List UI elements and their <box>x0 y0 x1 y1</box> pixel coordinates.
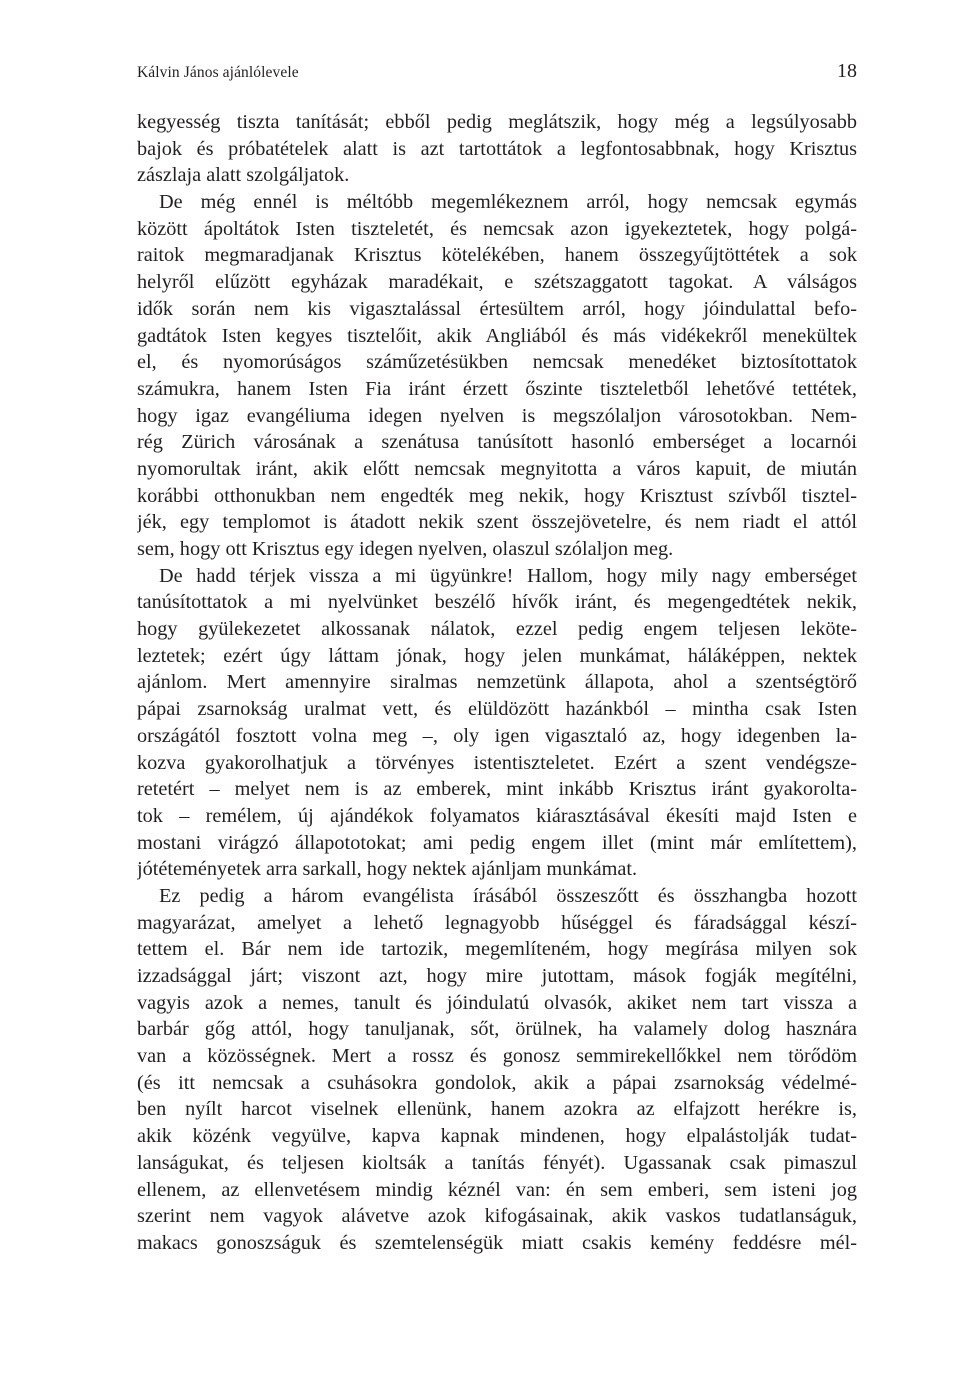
text-line: zászlaja alatt szolgáljatok. <box>137 164 350 187</box>
text-line: leztetek; ezért úgy láttam jónak, hogy jelen munkámat, háláképpen, nektek <box>137 644 857 667</box>
text-line: el, és nyomorúságos száműzetésükben nemcsak menedéket biztosítottatok <box>137 351 857 374</box>
text-line: bajok és próbatételek alatt is azt tartottátok a legfontosabbnak, hogy Krisztus <box>137 137 857 160</box>
text-line: Ez pedig a három evangélista írásából összeszőtt és összhangba hozott <box>159 884 857 907</box>
text-line: rég Zürich városának a szenátusa tanúsított hasonló emberséget a locarnói <box>137 431 857 454</box>
text-line: barbár gőg attól, hogy tanuljanak, sőt, örülnek, ha valamely dolog hasznára <box>137 1018 857 1041</box>
paragraph-1 <box>137 109 857 189</box>
text-line: mostani virágzó állapototokat; ami pedig engem illet (mint már említettem), <box>137 831 857 854</box>
body-text <box>137 109 857 1257</box>
text-line: makacs gonoszságuk és szemtelenségük miatt csakis kemény feddésre mél- <box>137 1231 857 1254</box>
text-line: raitok megmaradjanak Krisztus kötelékében, hanem összegyűjtöttétek a sok <box>137 244 857 267</box>
text-line: ajánlom. Mert amennyire siralmas nemzetünk állapota, ahol a szentségtörő <box>137 671 857 694</box>
text-line: kegyesség tiszta tanítását; ebből pedig meglátszik, hogy még a legsúlyosabb <box>137 111 857 133</box>
text-line: ellenem, az ellenvetésem mindig kéznél van: én sem emberi, sem isteni jog <box>137 1178 857 1201</box>
text-line: pápai zsarnokság uralmat vett, és elüldözött hazánkból – mintha csak Isten <box>137 698 857 721</box>
text-line: jék, egy templomot is átadott nekik szent összejövetelre, és nem riadt el attól <box>137 511 857 534</box>
text-line: között ápoltátok Isten tiszteletét, és nemcsak azon igyekeztetek, hogy polgá- <box>137 217 857 240</box>
text-line: kozva gyakorolhatjuk a törvényes istentiszteletet. Ezért a szent vendégsze- <box>137 751 857 774</box>
text-line: tok – remélem, új ajándékok folyamatos kiárasztásával ékesíti majd Isten e <box>137 804 857 827</box>
text-line: helyről elűzött egyházak maradékait, e szétszaggatott tagokat. A válságos <box>137 271 857 294</box>
text-line: (és itt nemcsak a csuhásokra gondolok, akik a pápai zsarnokság védelmé- <box>137 1071 857 1094</box>
text-line: akik közénk vegyülve, kapva kapnak mindenen, hogy elpalástolják tudat- <box>137 1125 857 1148</box>
text-line: sem, hogy ott Krisztus egy idegen nyelven, olaszul szólaljon meg. <box>137 538 674 560</box>
paragraph-4 <box>137 883 857 1257</box>
text-line: tettem el. Bár nem ide tartozik, megemlíteném, hogy megírása milyen sok <box>137 938 857 961</box>
text-line: idők során nem kis vigasztalással értesültem arról, hogy jóindulattal befo- <box>137 297 857 320</box>
text-line: országától fosztott volna meg –, oly igen vigasztaló az, hogy idegenben la- <box>137 724 857 747</box>
text-line: De még ennél is méltóbb megemlékeznem arról, hogy nemcsak egymás <box>159 191 857 214</box>
text-line: korábbi otthonukban nem engedték meg nekik, hogy Krisztust szívből tisztel- <box>137 484 857 507</box>
text-line: szerint nem vagyok alávetve azok kifogásainak, akik vaskos tudatlanságuk, <box>137 1205 857 1228</box>
paragraph-2 <box>137 189 857 563</box>
running-header <box>137 62 857 86</box>
text-line: nyomorultak iránt, akik előtt nemcsak megnyitotta a város kapuit, de miután <box>137 457 857 480</box>
text-line: lanságukat, és teljesen kioltsák a tanítás fényét). Ugassanak csak pimaszul <box>137 1151 857 1174</box>
text-line: vagyis azok a nemes, tanult és jóindulatú olvasók, akiket nem tart vissza a <box>137 991 857 1014</box>
text-line: hogy gyülekezetet alkossanak nálatok, ezzel pedig engem teljesen leköte- <box>137 618 857 641</box>
text-line: jótéteményetek arra sarkall, hogy nektek ajánljam munkámat. <box>137 858 638 881</box>
text-line: van a közösségnek. Mert a rossz és gonosz semmirekellőkkel nem törődöm <box>137 1045 857 1068</box>
text-line: ben nyílt harcot viselnek ellenünk, hanem azokra az elfajzott herékre is, <box>137 1098 857 1121</box>
paragraph-3 <box>137 563 857 883</box>
text-line: izzadsággal járt; viszont azt, hogy mire jutottam, mások fogják megítélni, <box>137 965 857 987</box>
text-line: magyarázat, amelyet a lehető legnagyobb hűséggel és fáradsággal készí- <box>137 911 857 934</box>
running-header-title: Kálvin János ajánlólevele <box>137 64 299 81</box>
text-line: tanúsítottatok a mi nyelvünket beszélő hívők iránt, és megengedtétek nekik, <box>137 591 857 614</box>
text-line: számukra, hanem Isten Fia iránt érzett őszinte tiszteletből lehetővé tettétek, <box>137 377 857 400</box>
text-line: gadtátok Isten kegyes tisztelőit, akik Angliából és más vidékekről menekültek <box>137 324 857 347</box>
text-line: De hadd térjek vissza a mi ügyünkre! Hallom, hogy mily nagy emberséget <box>159 564 857 587</box>
page-number: 18 <box>837 60 857 82</box>
text-line: hogy igaz evangéliuma idegen nyelven is megszólaljon városotokban. Nem- <box>137 404 857 427</box>
text-line: retetért – melyet nem is az emberek, mint inkább Krisztus iránt gyakorolta- <box>137 778 857 801</box>
